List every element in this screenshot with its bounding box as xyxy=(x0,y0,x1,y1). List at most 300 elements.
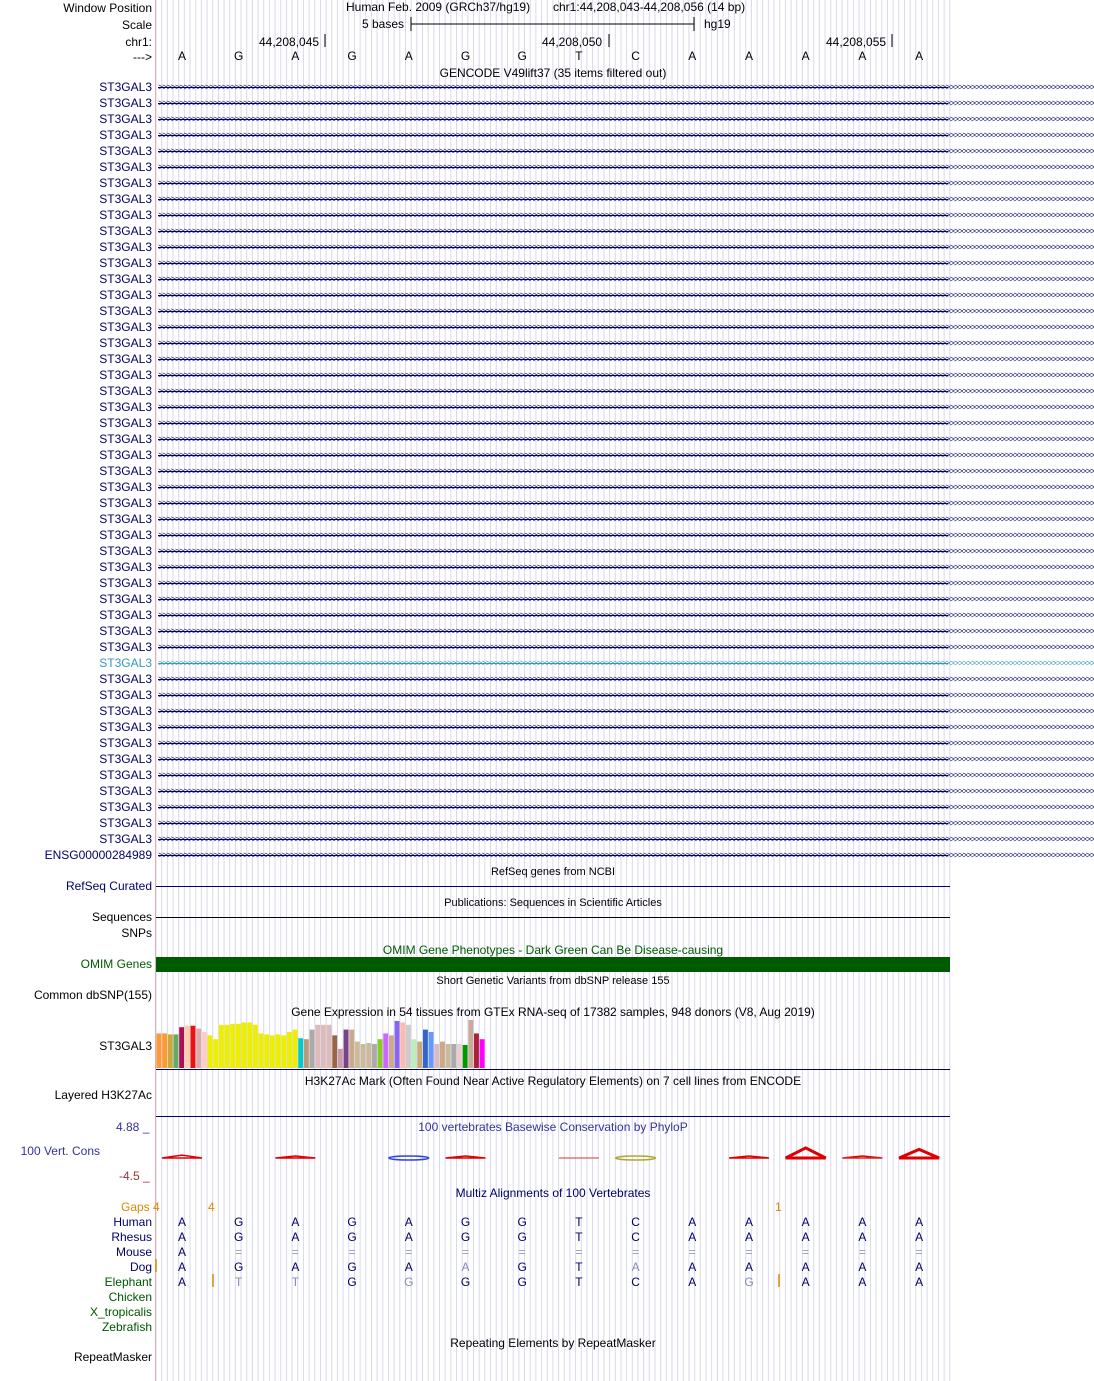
omim-title[interactable]: OMIM Gene Phenotypes - Dark Green Can Be Disease-causing xyxy=(382,943,724,957)
species-label[interactable]: Chicken xyxy=(108,1290,152,1304)
repeatmasker-label[interactable]: RepeatMasker xyxy=(73,1350,152,1364)
gencode-gene-label[interactable]: ST3GAL3 xyxy=(99,240,152,254)
gencode-gene-label[interactable]: ST3GAL3 xyxy=(99,800,152,814)
aligned-base: = xyxy=(858,1245,866,1259)
aligned-base: = xyxy=(632,1245,640,1259)
aligned-base: A xyxy=(858,1230,867,1244)
strand-arrows: >>>>>>>>>>>>>>>>>>>>>>>>>>>>>>>>>>>>>>>>>>>>>>>>>>>>>>>>>>>>>>>>>>>>>>>>>>>>>>>>>>>>>>>>>>>>>>>>>>>>>>>>>>>>>>>>>>>>>>>>>>>>>>>>>>>>>>>>>>>>>>>>>>>>>>>>>>>>>>>>>>>>>>>>>>>>>>>>>>>>>>>>>>>>>>>>>>>>>>>>>>>>>>>>>>>>>>>>>>>> xyxy=(158,322,1094,332)
aligned-base: A xyxy=(858,1260,867,1274)
gencode-gene-label[interactable]: ST3GAL3 xyxy=(99,624,152,638)
gtex-bar[interactable] xyxy=(315,1025,320,1068)
strand-arrows: >>>>>>>>>>>>>>>>>>>>>>>>>>>>>>>>>>>>>>>>>>>>>>>>>>>>>>>>>>>>>>>>>>>>>>>>>>>>>>>>>>>>>>>>>>>>>>>>>>>>>>>>>>>>>>>>>>>>>>>>>>>>>>>>>>>>>>>>>>>>>>>>>>>>>>>>>>>>>>>>>>>>>>>>>>>>>>>>>>>>>>>>>>>>>>>>>>>>>>>>>>>>>>>>>>>>>>>>>>>> xyxy=(158,562,1094,572)
gtex-bar[interactable] xyxy=(361,1044,366,1068)
gtex-bar[interactable] xyxy=(400,1022,405,1068)
tick-marks xyxy=(0,33,950,49)
aligned-base: A xyxy=(801,1215,810,1229)
gencode-gene-label[interactable]: ST3GAL3 xyxy=(99,352,152,366)
strand-arrows: >>>>>>>>>>>>>>>>>>>>>>>>>>>>>>>>>>>>>>>>>>>>>>>>>>>>>>>>>>>>>>>>>>>>>>>>>>>>>>>>>>>>>>>>>>>>>>>>>>>>>>>>>>>>>>>>>>>>>>>>>>>>>>>>>>>>>>>>>>>>>>>>>>>>>>>>>>>>>>>>>>>>>>>>>>>>>>>>>>>>>>>>>>>>>>>>>>>>>>>>>>>>>>>>>>>>>>>>>>>> xyxy=(158,818,1094,828)
gencode-gene-label[interactable]: ST3GAL3 xyxy=(99,368,152,382)
aligned-base: T xyxy=(291,1275,300,1289)
phylop-trough[interactable] xyxy=(389,1156,429,1160)
strand-arrows: >>>>>>>>>>>>>>>>>>>>>>>>>>>>>>>>>>>>>>>>>>>>>>>>>>>>>>>>>>>>>>>>>>>>>>>>>>>>>>>>>>>>>>>>>>>>>>>>>>>>>>>>>>>>>>>>>>>>>>>>>>>>>>>>>>>>>>>>>>>>>>>>>>>>>>>>>>>>>>>>>>>>>>>>>>>>>>>>>>>>>>>>>>>>>>>>>>>>>>>>>>>>>>>>>>>>>>>>>>>> xyxy=(158,370,1094,380)
gtex-bar[interactable] xyxy=(213,1039,218,1068)
h3k27ac-title[interactable]: H3K27Ac Mark (Often Found Near Active Regulatory Elements) on 7 cell lines from ENCODE xyxy=(304,1074,802,1088)
gencode-gene-label[interactable]: ST3GAL3 xyxy=(99,160,152,174)
aligned-base: A xyxy=(291,1230,300,1244)
strand-arrows: >>>>>>>>>>>>>>>>>>>>>>>>>>>>>>>>>>>>>>>>>>>>>>>>>>>>>>>>>>>>>>>>>>>>>>>>>>>>>>>>>>>>>>>>>>>>>>>>>>>>>>>>>>>>>>>>>>>>>>>>>>>>>>>>>>>>>>>>>>>>>>>>>>>>>>>>>>>>>>>>>>>>>>>>>>>>>>>>>>>>>>>>>>>>>>>>>>>>>>>>>>>>>>>>>>>>>>>>>>>> xyxy=(158,98,1094,108)
sequence-base: G xyxy=(460,49,471,63)
species-label[interactable]: Dog xyxy=(129,1260,152,1274)
sequence-base: A xyxy=(688,49,697,63)
aligned-base: T xyxy=(575,1260,583,1274)
strand-arrows: >>>>>>>>>>>>>>>>>>>>>>>>>>>>>>>>>>>>>>>>>>>>>>>>>>>>>>>>>>>>>>>>>>>>>>>>>>>>>>>>>>>>>>>>>>>>>>>>>>>>>>>>>>>>>>>>>>>>>>>>>>>>>>>>>>>>>>>>>>>>>>>>>>>>>>>>>>>>>>>>>>>>>>>>>>>>>>>>>>>>>>>>>>>>>>>>>>>>>>>>>>>>>>>>>>>>>>>>>>>> xyxy=(158,610,1094,620)
gtex-bar[interactable] xyxy=(378,1039,383,1068)
gtex-bar[interactable] xyxy=(276,1034,281,1068)
strand-arrows: >>>>>>>>>>>>>>>>>>>>>>>>>>>>>>>>>>>>>>>>>>>>>>>>>>>>>>>>>>>>>>>>>>>>>>>>>>>>>>>>>>>>>>>>>>>>>>>>>>>>>>>>>>>>>>>>>>>>>>>>>>>>>>>>>>>>>>>>>>>>>>>>>>>>>>>>>>>>>>>>>>>>>>>>>>>>>>>>>>>>>>>>>>>>>>>>>>>>>>>>>>>>>>>>>>>>>>>>>>>> xyxy=(158,130,1094,140)
gencode-gene-label[interactable]: ST3GAL3 xyxy=(99,688,152,702)
gap-count-2: 4 xyxy=(208,1200,215,1214)
strand-arrows: >>>>>>>>>>>>>>>>>>>>>>>>>>>>>>>>>>>>>>>>>>>>>>>>>>>>>>>>>>>>>>>>>>>>>>>>>>>>>>>>>>>>>>>>>>>>>>>>>>>>>>>>>>>>>>>>>>>>>>>>>>>>>>>>>>>>>>>>>>>>>>>>>>>>>>>>>>>>>>>>>>>>>>>>>>>>>>>>>>>>>>>>>>>>>>>>>>>>>>>>>>>>>>>>>>>>>>>>>>>> xyxy=(158,354,1094,364)
gencode-gene-label[interactable]: ST3GAL3 xyxy=(99,720,152,734)
db-name: hg19 xyxy=(704,17,731,31)
gencode-gene-label[interactable]: ST3GAL3 xyxy=(99,112,152,126)
strand-arrows: >>>>>>>>>>>>>>>>>>>>>>>>>>>>>>>>>>>>>>>>>>>>>>>>>>>>>>>>>>>>>>>>>>>>>>>>>>>>>>>>>>>>>>>>>>>>>>>>>>>>>>>>>>>>>>>>>>>>>>>>>>>>>>>>>>>>>>>>>>>>>>>>>>>>>>>>>>>>>>>>>>>>>>>>>>>>>>>>>>>>>>>>>>>>>>>>>>>>>>>>>>>>>>>>>>>>>>>>>>>> xyxy=(158,434,1094,444)
strand-arrows: >>>>>>>>>>>>>>>>>>>>>>>>>>>>>>>>>>>>>>>>>>>>>>>>>>>>>>>>>>>>>>>>>>>>>>>>>>>>>>>>>>>>>>>>>>>>>>>>>>>>>>>>>>>>>>>>>>>>>>>>>>>>>>>>>>>>>>>>>>>>>>>>>>>>>>>>>>>>>>>>>>>>>>>>>>>>>>>>>>>>>>>>>>>>>>>>>>>>>>>>>>>>>>>>>>>>>>>>>>>> xyxy=(158,466,1094,476)
aligned-base: A xyxy=(631,1260,640,1274)
gap-count-1: 4 xyxy=(153,1200,160,1214)
aligned-base: A xyxy=(744,1215,753,1229)
gencode-gene-label[interactable]: ST3GAL3 xyxy=(99,608,152,622)
strand-arrows: >>>>>>>>>>>>>>>>>>>>>>>>>>>>>>>>>>>>>>>>>>>>>>>>>>>>>>>>>>>>>>>>>>>>>>>>>>>>>>>>>>>>>>>>>>>>>>>>>>>>>>>>>>>>>>>>>>>>>>>>>>>>>>>>>>>>>>>>>>>>>>>>>>>>>>>>>>>>>>>>>>>>>>>>>>>>>>>>>>>>>>>>>>>>>>>>>>>>>>>>>>>>>>>>>>>>>>>>>>>> xyxy=(158,258,1094,268)
aligned-base: G xyxy=(517,1260,527,1274)
gtex-bar[interactable] xyxy=(389,1035,394,1068)
gencode-gene-label[interactable]: ST3GAL3 xyxy=(99,256,152,270)
gtex-bar[interactable] xyxy=(179,1027,184,1068)
gencode-gene-label[interactable]: ST3GAL3 xyxy=(99,288,152,302)
gtex-bar[interactable] xyxy=(463,1045,468,1068)
sequence-base: C xyxy=(631,49,640,63)
aligned-base: A xyxy=(177,1260,186,1274)
species-label[interactable]: Zebrafish xyxy=(101,1320,152,1334)
strand-arrows: >>>>>>>>>>>>>>>>>>>>>>>>>>>>>>>>>>>>>>>>>>>>>>>>>>>>>>>>>>>>>>>>>>>>>>>>>>>>>>>>>>>>>>>>>>>>>>>>>>>>>>>>>>>>>>>>>>>>>>>>>>>>>>>>>>>>>>>>>>>>>>>>>>>>>>>>>>>>>>>>>>>>>>>>>>>>>>>>>>>>>>>>>>>>>>>>>>>>>>>>>>>>>>>>>>>>>>>>>>>> xyxy=(158,706,1094,716)
aligned-base: = xyxy=(348,1245,356,1259)
aligned-base: A xyxy=(801,1230,810,1244)
dbsnp-label[interactable]: Common dbSNP(155) xyxy=(33,988,152,1002)
gtex-bar[interactable] xyxy=(412,1039,417,1068)
phylop-title[interactable]: 100 vertebrates Basewise Conservation by PhyloP xyxy=(418,1120,688,1134)
aligned-base: G xyxy=(460,1275,471,1289)
gtex-bar-chart[interactable] xyxy=(156,1019,950,1071)
phylop-peak[interactable] xyxy=(729,1156,769,1158)
aligned-base: G xyxy=(460,1230,471,1244)
gtex-bar[interactable] xyxy=(202,1032,207,1068)
aligned-base: = xyxy=(235,1245,243,1259)
strand-arrows: >>>>>>>>>>>>>>>>>>>>>>>>>>>>>>>>>>>>>>>>>>>>>>>>>>>>>>>>>>>>>>>>>>>>>>>>>>>>>>>>>>>>>>>>>>>>>>>>>>>>>>>>>>>>>>>>>>>>>>>>>>>>>>>>>>>>>>>>>>>>>>>>>>>>>>>>>>>>>>>>>>>>>>>>>>>>>>>>>>>>>>>>>>>>>>>>>>>>>>>>>>>>>>>>>>>>>>>>>>>> xyxy=(158,418,1094,428)
species-label[interactable]: X_tropicalis xyxy=(89,1305,152,1319)
strand-arrows: >>>>>>>>>>>>>>>>>>>>>>>>>>>>>>>>>>>>>>>>>>>>>>>>>>>>>>>>>>>>>>>>>>>>>>>>>>>>>>>>>>>>>>>>>>>>>>>>>>>>>>>>>>>>>>>>>>>>>>>>>>>>>>>>>>>>>>>>>>>>>>>>>>>>>>>>>>>>>>>>>>>>>>>>>>>>>>>>>>>>>>>>>>>>>>>>>>>>>>>>>>>>>>>>>>>>>>>>>>>> xyxy=(158,850,1094,860)
tick-label-2: 44,208,050 xyxy=(542,35,603,49)
aligned-base: G xyxy=(234,1230,244,1244)
gtex-bar[interactable] xyxy=(468,1020,473,1068)
gencode-gene-label[interactable]: ST3GAL3 xyxy=(99,304,152,318)
phylop-peak[interactable] xyxy=(899,1149,939,1158)
aligned-base: A xyxy=(177,1275,186,1289)
strand-arrows: >>>>>>>>>>>>>>>>>>>>>>>>>>>>>>>>>>>>>>>>>>>>>>>>>>>>>>>>>>>>>>>>>>>>>>>>>>>>>>>>>>>>>>>>>>>>>>>>>>>>>>>>>>>>>>>>>>>>>>>>>>>>>>>>>>>>>>>>>>>>>>>>>>>>>>>>>>>>>>>>>>>>>>>>>>>>>>>>>>>>>>>>>>>>>>>>>>>>>>>>>>>>>>>>>>>>>>>>>>>> xyxy=(158,210,1094,220)
aligned-base: G xyxy=(404,1275,414,1289)
gtex-bar[interactable] xyxy=(185,1026,190,1068)
gencode-gene-label[interactable]: ST3GAL3 xyxy=(99,400,152,414)
aligned-base: A xyxy=(177,1215,186,1229)
aligned-base: A xyxy=(688,1275,697,1289)
gtex-bar[interactable] xyxy=(174,1034,179,1068)
strand-arrows: >>>>>>>>>>>>>>>>>>>>>>>>>>>>>>>>>>>>>>>>>>>>>>>>>>>>>>>>>>>>>>>>>>>>>>>>>>>>>>>>>>>>>>>>>>>>>>>>>>>>>>>>>>>>>>>>>>>>>>>>>>>>>>>>>>>>>>>>>>>>>>>>>>>>>>>>>>>>>>>>>>>>>>>>>>>>>>>>>>>>>>>>>>>>>>>>>>>>>>>>>>>>>>>>>>>>>>>>>>>> xyxy=(158,226,1094,236)
gtex-bar[interactable] xyxy=(208,1035,213,1068)
aligned-base: A xyxy=(177,1230,186,1244)
strand-arrows: >>>>>>>>>>>>>>>>>>>>>>>>>>>>>>>>>>>>>>>>>>>>>>>>>>>>>>>>>>>>>>>>>>>>>>>>>>>>>>>>>>>>>>>>>>>>>>>>>>>>>>>>>>>>>>>>>>>>>>>>>>>>>>>>>>>>>>>>>>>>>>>>>>>>>>>>>>>>>>>>>>>>>>>>>>>>>>>>>>>>>>>>>>>>>>>>>>>>>>>>>>>>>>>>>>>>>>>>>>>> xyxy=(158,162,1094,172)
aligned-base: A xyxy=(744,1260,753,1274)
gtex-bar[interactable] xyxy=(423,1030,428,1068)
gtex-bar[interactable] xyxy=(196,1029,201,1068)
gencode-gene-label[interactable]: ST3GAL3 xyxy=(99,464,152,478)
strand-label: ---> xyxy=(133,50,152,64)
aligned-base: A xyxy=(915,1275,924,1289)
strand-arrows: >>>>>>>>>>>>>>>>>>>>>>>>>>>>>>>>>>>>>>>>>>>>>>>>>>>>>>>>>>>>>>>>>>>>>>>>>>>>>>>>>>>>>>>>>>>>>>>>>>>>>>>>>>>>>>>>>>>>>>>>>>>>>>>>>>>>>>>>>>>>>>>>>>>>>>>>>>>>>>>>>>>>>>>>>>>>>>>>>>>>>>>>>>>>>>>>>>>>>>>>>>>>>>>>>>>>>>>>>>>> xyxy=(158,402,1094,412)
gtex-bar[interactable] xyxy=(417,1042,422,1068)
phylop-peak[interactable] xyxy=(162,1155,202,1158)
gencode-gene-label[interactable]: ST3GAL3 xyxy=(99,496,152,510)
strand-arrows: >>>>>>>>>>>>>>>>>>>>>>>>>>>>>>>>>>>>>>>>>>>>>>>>>>>>>>>>>>>>>>>>>>>>>>>>>>>>>>>>>>>>>>>>>>>>>>>>>>>>>>>>>>>>>>>>>>>>>>>>>>>>>>>>>>>>>>>>>>>>>>>>>>>>>>>>>>>>>>>>>>>>>>>>>>>>>>>>>>>>>>>>>>>>>>>>>>>>>>>>>>>>>>>>>>>>>>>>>>>> xyxy=(158,674,1094,684)
snps-label[interactable]: SNPs xyxy=(121,926,152,940)
aligned-base: T xyxy=(575,1215,583,1229)
gencode-gene-label[interactable]: ST3GAL3 xyxy=(99,832,152,846)
aligned-base: C xyxy=(631,1215,640,1229)
gencode-gene-label[interactable]: ST3GAL3 xyxy=(99,560,152,574)
gencode-gene-label[interactable]: ST3GAL3 xyxy=(99,672,152,686)
strand-arrows: >>>>>>>>>>>>>>>>>>>>>>>>>>>>>>>>>>>>>>>>>>>>>>>>>>>>>>>>>>>>>>>>>>>>>>>>>>>>>>>>>>>>>>>>>>>>>>>>>>>>>>>>>>>>>>>>>>>>>>>>>>>>>>>>>>>>>>>>>>>>>>>>>>>>>>>>>>>>>>>>>>>>>>>>>>>>>>>>>>>>>>>>>>>>>>>>>>>>>>>>>>>>>>>>>>>>>>>>>>>> xyxy=(158,786,1094,796)
position-text[interactable]: chr1:44,208,043-44,208,056 (14 bp) xyxy=(553,0,746,14)
gencode-gene-label[interactable]: ST3GAL3 xyxy=(99,784,152,798)
gtex-bar[interactable] xyxy=(225,1025,230,1068)
sequence-base: G xyxy=(347,49,357,63)
sequence-base: A xyxy=(858,49,867,63)
aligned-base: A xyxy=(291,1260,300,1274)
sequence-base: A xyxy=(915,49,924,63)
aligned-base: G xyxy=(234,1215,244,1229)
strand-arrows: >>>>>>>>>>>>>>>>>>>>>>>>>>>>>>>>>>>>>>>>>>>>>>>>>>>>>>>>>>>>>>>>>>>>>>>>>>>>>>>>>>>>>>>>>>>>>>>>>>>>>>>>>>>>>>>>>>>>>>>>>>>>>>>>>>>>>>>>>>>>>>>>>>>>>>>>>>>>>>>>>>>>>>>>>>>>>>>>>>>>>>>>>>>>>>>>>>>>>>>>>>>>>>>>>>>>>>>>>>>> xyxy=(158,306,1094,316)
aligned-base: A xyxy=(801,1260,810,1274)
strand-arrows: >>>>>>>>>>>>>>>>>>>>>>>>>>>>>>>>>>>>>>>>>>>>>>>>>>>>>>>>>>>>>>>>>>>>>>>>>>>>>>>>>>>>>>>>>>>>>>>>>>>>>>>>>>>>>>>>>>>>>>>>>>>>>>>>>>>>>>>>>>>>>>>>>>>>>>>>>>>>>>>>>>>>>>>>>>>>>>>>>>>>>>>>>>>>>>>>>>>>>>>>>>>>>>>>>>>>>>>>>>>> xyxy=(158,146,1094,156)
gtex-bar[interactable] xyxy=(440,1042,445,1068)
aligned-base: G xyxy=(347,1230,357,1244)
tick-label-3: 44,208,055 xyxy=(826,35,887,49)
aligned-base: A xyxy=(858,1215,867,1229)
scale-text: 5 bases xyxy=(362,17,405,31)
refseq-title[interactable]: RefSeq genes from NCBI xyxy=(490,866,616,878)
gencode-gene-label[interactable]: ST3GAL3 xyxy=(99,816,152,830)
window-position-label: Window Position xyxy=(63,1,152,15)
gtex-bar[interactable] xyxy=(366,1043,371,1068)
aligned-base: = xyxy=(688,1245,696,1259)
aligned-base: = xyxy=(518,1245,526,1259)
gencode-gene-label[interactable]: ST3GAL3 xyxy=(99,752,152,766)
gencode-gene-label[interactable]: ST3GAL3 xyxy=(99,768,152,782)
gencode-gene-label[interactable]: ST3GAL3 xyxy=(99,128,152,142)
gencode-gene-label[interactable]: ST3GAL3 xyxy=(99,272,152,286)
publications-line[interactable] xyxy=(156,917,950,918)
gencode-gene-label[interactable]: ST3GAL3 xyxy=(99,192,152,206)
strand-arrows: >>>>>>>>>>>>>>>>>>>>>>>>>>>>>>>>>>>>>>>>>>>>>>>>>>>>>>>>>>>>>>>>>>>>>>>>>>>>>>>>>>>>>>>>>>>>>>>>>>>>>>>>>>>>>>>>>>>>>>>>>>>>>>>>>>>>>>>>>>>>>>>>>>>>>>>>>>>>>>>>>>>>>>>>>>>>>>>>>>>>>>>>>>>>>>>>>>>>>>>>>>>>>>>>>>>>>>>>>>>> xyxy=(158,578,1094,588)
gencode-gene-label[interactable]: ST3GAL3 xyxy=(99,224,152,238)
gencode-gene-label[interactable]: ST3GAL3 xyxy=(99,80,152,94)
gencode-gene-label[interactable]: ST3GAL3 xyxy=(99,544,152,558)
gtex-bar[interactable] xyxy=(446,1044,451,1068)
gtex-bar[interactable] xyxy=(434,1044,439,1068)
h3k27ac-label[interactable]: Layered H3K27Ac xyxy=(54,1088,152,1102)
strand-arrows: >>>>>>>>>>>>>>>>>>>>>>>>>>>>>>>>>>>>>>>>>>>>>>>>>>>>>>>>>>>>>>>>>>>>>>>>>>>>>>>>>>>>>>>>>>>>>>>>>>>>>>>>>>>>>>>>>>>>>>>>>>>>>>>>>>>>>>>>>>>>>>>>>>>>>>>>>>>>>>>>>>>>>>>>>>>>>>>>>>>>>>>>>>>>>>>>>>>>>>>>>>>>>>>>>>>>>>>>>>>> xyxy=(158,274,1094,284)
gencode-gene-label[interactable]: ST3GAL3 xyxy=(99,208,152,222)
gencode-gene-label[interactable]: ST3GAL3 xyxy=(99,576,152,590)
gtex-bar[interactable] xyxy=(480,1039,485,1068)
aligned-base: A xyxy=(688,1230,697,1244)
species-label[interactable]: Human xyxy=(113,1215,152,1229)
gtex-label[interactable]: ST3GAL3 xyxy=(99,1039,152,1053)
gtex-bar[interactable] xyxy=(372,1044,377,1068)
gtex-bar[interactable] xyxy=(321,1025,326,1068)
sequence-row xyxy=(0,49,950,63)
gencode-ensg-label[interactable]: ENSG00000284989 xyxy=(44,848,152,862)
gencode-gene-label[interactable]: ST3GAL3 xyxy=(99,384,152,398)
assembly-title: Human Feb. 2009 (GRCh37/hg19) xyxy=(346,0,531,14)
strand-arrows: >>>>>>>>>>>>>>>>>>>>>>>>>>>>>>>>>>>>>>>>>>>>>>>>>>>>>>>>>>>>>>>>>>>>>>>>>>>>>>>>>>>>>>>>>>>>>>>>>>>>>>>>>>>>>>>>>>>>>>>>>>>>>>>>>>>>>>>>>>>>>>>>>>>>>>>>>>>>>>>>>>>>>>>>>>>>>>>>>>>>>>>>>>>>>>>>>>>>>>>>>>>>>>>>>>>>>>>>>>>> xyxy=(158,498,1094,508)
gtex-bar[interactable] xyxy=(338,1049,343,1068)
phylop-trough[interactable] xyxy=(616,1156,656,1160)
gtex-bar[interactable] xyxy=(264,1034,269,1068)
gtex-bar[interactable] xyxy=(383,1033,388,1068)
gtex-bar[interactable] xyxy=(429,1032,434,1068)
strand-arrows: >>>>>>>>>>>>>>>>>>>>>>>>>>>>>>>>>>>>>>>>>>>>>>>>>>>>>>>>>>>>>>>>>>>>>>>>>>>>>>>>>>>>>>>>>>>>>>>>>>>>>>>>>>>>>>>>>>>>>>>>>>>>>>>>>>>>>>>>>>>>>>>>>>>>>>>>>>>>>>>>>>>>>>>>>>>>>>>>>>>>>>>>>>>>>>>>>>>>>>>>>>>>>>>>>>>>>>>>>>>> xyxy=(158,338,1094,348)
sequence-base: G xyxy=(234,49,244,63)
gencode-gene-label[interactable]: ST3GAL3 xyxy=(99,320,152,334)
aligned-base: = xyxy=(575,1245,583,1259)
sequence-base: A xyxy=(744,49,753,63)
aligned-base: A xyxy=(404,1260,413,1274)
gtex-bar[interactable] xyxy=(395,1021,400,1068)
gtex-title[interactable]: Gene Expression in 54 tissues from GTEx RNA-seq of 17382 samples, 948 donors (V8, Aug 2019) xyxy=(291,1005,815,1019)
gtex-bar[interactable] xyxy=(474,1033,479,1068)
insertion-marks xyxy=(0,1255,950,1295)
gencode-gene-label[interactable]: ST3GAL3 xyxy=(99,144,152,158)
publications-title[interactable]: Publications: Sequences in Scientific Articles xyxy=(444,897,662,909)
gencode-gene-label[interactable]: ST3GAL3 xyxy=(99,480,152,494)
strand-arrows: >>>>>>>>>>>>>>>>>>>>>>>>>>>>>>>>>>>>>>>>>>>>>>>>>>>>>>>>>>>>>>>>>>>>>>>>>>>>>>>>>>>>>>>>>>>>>>>>>>>>>>>>>>>>>>>>>>>>>>>>>>>>>>>>>>>>>>>>>>>>>>>>>>>>>>>>>>>>>>>>>>>>>>>>>>>>>>>>>>>>>>>>>>>>>>>>>>>>>>>>>>>>>>>>>>>>>>>>>>>> xyxy=(158,802,1094,812)
phylop-peak[interactable] xyxy=(786,1148,826,1158)
aligned-base: G xyxy=(517,1275,527,1289)
strand-arrows: >>>>>>>>>>>>>>>>>>>>>>>>>>>>>>>>>>>>>>>>>>>>>>>>>>>>>>>>>>>>>>>>>>>>>>>>>>>>>>>>>>>>>>>>>>>>>>>>>>>>>>>>>>>>>>>>>>>>>>>>>>>>>>>>>>>>>>>>>>>>>>>>>>>>>>>>>>>>>>>>>>>>>>>>>>>>>>>>>>>>>>>>>>>>>>>>>>>>>>>>>>>>>>>>>>>>>>>>>>>> xyxy=(158,626,1094,636)
aligned-base: A xyxy=(404,1215,413,1229)
gtex-bar[interactable] xyxy=(242,1022,247,1068)
gencode-gene-label[interactable]: ST3GAL3 xyxy=(99,448,152,462)
aligned-base: T xyxy=(575,1230,583,1244)
gtex-bar[interactable] xyxy=(247,1022,252,1068)
gtex-bar[interactable] xyxy=(236,1024,241,1068)
tick-label-1: 44,208,045 xyxy=(259,35,320,49)
aligned-base: G xyxy=(234,1260,244,1274)
strand-arrows: >>>>>>>>>>>>>>>>>>>>>>>>>>>>>>>>>>>>>>>>>>>>>>>>>>>>>>>>>>>>>>>>>>>>>>>>>>>>>>>>>>>>>>>>>>>>>>>>>>>>>>>>>>>>>>>>>>>>>>>>>>>>>>>>>>>>>>>>>>>>>>>>>>>>>>>>>>>>>>>>>>>>>>>>>>>>>>>>>>>>>>>>>>>>>>>>>>>>>>>>>>>>>>>>>>>>>>>>>>>> xyxy=(158,514,1094,524)
strand-arrows: >>>>>>>>>>>>>>>>>>>>>>>>>>>>>>>>>>>>>>>>>>>>>>>>>>>>>>>>>>>>>>>>>>>>>>>>>>>>>>>>>>>>>>>>>>>>>>>>>>>>>>>>>>>>>>>>>>>>>>>>>>>>>>>>>>>>>>>>>>>>>>>>>>>>>>>>>>>>>>>>>>>>>>>>>>>>>>>>>>>>>>>>>>>>>>>>>>>>>>>>>>>>>>>>>>>>>>>>>>>> xyxy=(158,738,1094,748)
gtex-bar[interactable] xyxy=(344,1030,349,1068)
gencode-gene-label[interactable]: ST3GAL3 xyxy=(99,736,152,750)
gtex-bar[interactable] xyxy=(457,1044,462,1068)
strand-arrows: >>>>>>>>>>>>>>>>>>>>>>>>>>>>>>>>>>>>>>>>>>>>>>>>>>>>>>>>>>>>>>>>>>>>>>>>>>>>>>>>>>>>>>>>>>>>>>>>>>>>>>>>>>>>>>>>>>>>>>>>>>>>>>>>>>>>>>>>>>>>>>>>>>>>>>>>>>>>>>>>>>>>>>>>>>>>>>>>>>>>>>>>>>>>>>>>>>>>>>>>>>>>>>>>>>>>>>>>>>>> xyxy=(158,114,1094,124)
chrom-label: chr1: xyxy=(125,35,152,49)
aligned-base: = xyxy=(405,1245,413,1259)
publications-label[interactable]: Sequences xyxy=(91,910,152,924)
aligned-base: G xyxy=(347,1275,357,1289)
gtex-bar[interactable] xyxy=(304,1039,309,1068)
strand-arrows: >>>>>>>>>>>>>>>>>>>>>>>>>>>>>>>>>>>>>>>>>>>>>>>>>>>>>>>>>>>>>>>>>>>>>>>>>>>>>>>>>>>>>>>>>>>>>>>>>>>>>>>>>>>>>>>>>>>>>>>>>>>>>>>>>>>>>>>>>>>>>>>>>>>>>>>>>>>>>>>>>>>>>>>>>>>>>>>>>>>>>>>>>>>>>>>>>>>>>>>>>>>>>>>>>>>>>>>>>>>> xyxy=(158,482,1094,492)
refseq-line[interactable] xyxy=(156,886,950,887)
phylop-graph[interactable] xyxy=(156,1143,950,1173)
strand-arrows: >>>>>>>>>>>>>>>>>>>>>>>>>>>>>>>>>>>>>>>>>>>>>>>>>>>>>>>>>>>>>>>>>>>>>>>>>>>>>>>>>>>>>>>>>>>>>>>>>>>>>>>>>>>>>>>>>>>>>>>>>>>>>>>>>>>>>>>>>>>>>>>>>>>>>>>>>>>>>>>>>>>>>>>>>>>>>>>>>>>>>>>>>>>>>>>>>>>>>>>>>>>>>>>>>>>>>>>>>>>> xyxy=(158,450,1094,460)
gtex-bar[interactable] xyxy=(293,1030,298,1068)
gencode-gene-label[interactable]: ST3GAL3 xyxy=(99,176,152,190)
gencode-title[interactable]: GENCODE V49lift37 (35 items filtered out) xyxy=(439,66,667,80)
scale-bar xyxy=(405,16,705,32)
aligned-base: A xyxy=(461,1260,470,1274)
aligned-base: C xyxy=(631,1275,640,1289)
gencode-gene-label[interactable]: ST3GAL3 xyxy=(99,512,152,526)
aligned-base: A xyxy=(801,1275,810,1289)
gtex-bar[interactable] xyxy=(168,1034,173,1068)
phylop-min: -4.5 _ xyxy=(119,1169,150,1183)
sequence-base: A xyxy=(291,49,300,63)
strand-arrows: >>>>>>>>>>>>>>>>>>>>>>>>>>>>>>>>>>>>>>>>>>>>>>>>>>>>>>>>>>>>>>>>>>>>>>>>>>>>>>>>>>>>>>>>>>>>>>>>>>>>>>>>>>>>>>>>>>>>>>>>>>>>>>>>>>>>>>>>>>>>>>>>>>>>>>>>>>>>>>>>>>>>>>>>>>>>>>>>>>>>>>>>>>>>>>>>>>>>>>>>>>>>>>>>>>>>>>>>>>>> xyxy=(158,82,1094,92)
dbsnp-title[interactable]: Short Genetic Variants from dbSNP release 155 xyxy=(436,975,670,987)
sequence-base: T xyxy=(575,49,583,63)
aligned-base: = xyxy=(461,1245,469,1259)
gtex-bar[interactable] xyxy=(287,1032,292,1068)
aligned-base: T xyxy=(235,1275,243,1289)
gtex-bar[interactable] xyxy=(253,1025,258,1068)
gtex-bar[interactable] xyxy=(191,1026,196,1068)
gencode-gene-label[interactable]: ST3GAL3 xyxy=(99,416,152,430)
gaps-label: Gaps xyxy=(121,1200,150,1214)
omim-bar[interactable] xyxy=(156,957,950,972)
sequence-base: G xyxy=(517,49,527,63)
gtex-bar[interactable] xyxy=(219,1025,224,1068)
gap-count-3: 1 xyxy=(775,1200,782,1214)
gencode-gene-label[interactable]: ST3GAL3 xyxy=(99,656,152,670)
gencode-gene-label[interactable]: ST3GAL3 xyxy=(99,96,152,110)
aligned-base: A xyxy=(915,1260,924,1274)
gtex-bar[interactable] xyxy=(230,1024,235,1068)
h3k27ac-baseline xyxy=(156,1116,950,1117)
gtex-bar[interactable] xyxy=(298,1038,303,1068)
aligned-base: A xyxy=(858,1275,867,1289)
aligned-base: = xyxy=(915,1245,923,1259)
gencode-gene-label[interactable]: ST3GAL3 xyxy=(99,336,152,350)
aligned-base: T xyxy=(575,1275,583,1289)
strand-arrows: >>>>>>>>>>>>>>>>>>>>>>>>>>>>>>>>>>>>>>>>>>>>>>>>>>>>>>>>>>>>>>>>>>>>>>>>>>>>>>>>>>>>>>>>>>>>>>>>>>>>>>>>>>>>>>>>>>>>>>>>>>>>>>>>>>>>>>>>>>>>>>>>>>>>>>>>>>>>>>>>>>>>>>>>>>>>>>>>>>>>>>>>>>>>>>>>>>>>>>>>>>>>>>>>>>>>>>>>>>>> xyxy=(158,690,1094,700)
species-label[interactable]: Rhesus xyxy=(111,1230,152,1244)
gtex-bar[interactable] xyxy=(162,1033,167,1068)
gencode-gene-label[interactable]: ST3GAL3 xyxy=(99,640,152,654)
aligned-base: G xyxy=(460,1215,471,1229)
aligned-base: A xyxy=(688,1215,697,1229)
gtex-bar[interactable] xyxy=(406,1025,411,1068)
gtex-bar[interactable] xyxy=(349,1030,354,1068)
strand-arrows: >>>>>>>>>>>>>>>>>>>>>>>>>>>>>>>>>>>>>>>>>>>>>>>>>>>>>>>>>>>>>>>>>>>>>>>>>>>>>>>>>>>>>>>>>>>>>>>>>>>>>>>>>>>>>>>>>>>>>>>>>>>>>>>>>>>>>>>>>>>>>>>>>>>>>>>>>>>>>>>>>>>>>>>>>>>>>>>>>>>>>>>>>>>>>>>>>>>>>>>>>>>>>>>>>>>>>>>>>>>> xyxy=(158,834,1094,844)
strand-arrows: >>>>>>>>>>>>>>>>>>>>>>>>>>>>>>>>>>>>>>>>>>>>>>>>>>>>>>>>>>>>>>>>>>>>>>>>>>>>>>>>>>>>>>>>>>>>>>>>>>>>>>>>>>>>>>>>>>>>>>>>>>>>>>>>>>>>>>>>>>>>>>>>>>>>>>>>>>>>>>>>>>>>>>>>>>>>>>>>>>>>>>>>>>>>>>>>>>>>>>>>>>>>>>>>>>>>>>>>>>>> xyxy=(158,546,1094,556)
aligned-base: G xyxy=(517,1230,527,1244)
strand-arrows: >>>>>>>>>>>>>>>>>>>>>>>>>>>>>>>>>>>>>>>>>>>>>>>>>>>>>>>>>>>>>>>>>>>>>>>>>>>>>>>>>>>>>>>>>>>>>>>>>>>>>>>>>>>>>>>>>>>>>>>>>>>>>>>>>>>>>>>>>>>>>>>>>>>>>>>>>>>>>>>>>>>>>>>>>>>>>>>>>>>>>>>>>>>>>>>>>>>>>>>>>>>>>>>>>>>>>>>>>>>> xyxy=(158,770,1094,780)
sequence-base: A xyxy=(177,49,186,63)
strand-arrows: >>>>>>>>>>>>>>>>>>>>>>>>>>>>>>>>>>>>>>>>>>>>>>>>>>>>>>>>>>>>>>>>>>>>>>>>>>>>>>>>>>>>>>>>>>>>>>>>>>>>>>>>>>>>>>>>>>>>>>>>>>>>>>>>>>>>>>>>>>>>>>>>>>>>>>>>>>>>>>>>>>>>>>>>>>>>>>>>>>>>>>>>>>>>>>>>>>>>>>>>>>>>>>>>>>>>>>>>>>>> xyxy=(158,178,1094,188)
aligned-base: G xyxy=(517,1215,527,1229)
strand-arrows: >>>>>>>>>>>>>>>>>>>>>>>>>>>>>>>>>>>>>>>>>>>>>>>>>>>>>>>>>>>>>>>>>>>>>>>>>>>>>>>>>>>>>>>>>>>>>>>>>>>>>>>>>>>>>>>>>>>>>>>>>>>>>>>>>>>>>>>>>>>>>>>>>>>>>>>>>>>>>>>>>>>>>>>>>>>>>>>>>>>>>>>>>>>>>>>>>>>>>>>>>>>>>>>>>>>>>>>>>>>> xyxy=(158,530,1094,540)
species-label[interactable]: Elephant xyxy=(104,1275,152,1289)
sequence-base: A xyxy=(404,49,413,63)
gtex-bar[interactable] xyxy=(259,1033,264,1068)
repeatmasker-title[interactable]: Repeating Elements by RepeatMasker xyxy=(450,1336,656,1350)
gencode-gene-label[interactable]: ST3GAL3 xyxy=(99,704,152,718)
strand-arrows: >>>>>>>>>>>>>>>>>>>>>>>>>>>>>>>>>>>>>>>>>>>>>>>>>>>>>>>>>>>>>>>>>>>>>>>>>>>>>>>>>>>>>>>>>>>>>>>>>>>>>>>>>>>>>>>>>>>>>>>>>>>>>>>>>>>>>>>>>>>>>>>>>>>>>>>>>>>>>>>>>>>>>>>>>>>>>>>>>>>>>>>>>>>>>>>>>>>>>>>>>>>>>>>>>>>>>>>>>>>> xyxy=(158,242,1094,252)
strand-arrows: >>>>>>>>>>>>>>>>>>>>>>>>>>>>>>>>>>>>>>>>>>>>>>>>>>>>>>>>>>>>>>>>>>>>>>>>>>>>>>>>>>>>>>>>>>>>>>>>>>>>>>>>>>>>>>>>>>>>>>>>>>>>>>>>>>>>>>>>>>>>>>>>>>>>>>>>>>>>>>>>>>>>>>>>>>>>>>>>>>>>>>>>>>>>>>>>>>>>>>>>>>>>>>>>>>>>>>>>>>>> xyxy=(158,386,1094,396)
gtex-bar[interactable] xyxy=(281,1035,286,1068)
aligned-base: A xyxy=(291,1215,300,1229)
multiz-title[interactable]: Multiz Alignments of 100 Vertebrates xyxy=(455,1186,651,1200)
aligned-base: G xyxy=(347,1260,357,1274)
refseq-label[interactable]: RefSeq Curated xyxy=(65,879,152,893)
phylop-peak[interactable] xyxy=(446,1156,486,1158)
aligned-base: A xyxy=(915,1230,924,1244)
gencode-gene-label[interactable]: ST3GAL3 xyxy=(99,528,152,542)
phylop-label[interactable]: 100 Vert. Cons xyxy=(20,1144,100,1158)
strand-arrows: >>>>>>>>>>>>>>>>>>>>>>>>>>>>>>>>>>>>>>>>>>>>>>>>>>>>>>>>>>>>>>>>>>>>>>>>>>>>>>>>>>>>>>>>>>>>>>>>>>>>>>>>>>>>>>>>>>>>>>>>>>>>>>>>>>>>>>>>>>>>>>>>>>>>>>>>>>>>>>>>>>>>>>>>>>>>>>>>>>>>>>>>>>>>>>>>>>>>>>>>>>>>>>>>>>>>>>>>>>>> xyxy=(158,290,1094,300)
strand-arrows: >>>>>>>>>>>>>>>>>>>>>>>>>>>>>>>>>>>>>>>>>>>>>>>>>>>>>>>>>>>>>>>>>>>>>>>>>>>>>>>>>>>>>>>>>>>>>>>>>>>>>>>>>>>>>>>>>>>>>>>>>>>>>>>>>>>>>>>>>>>>>>>>>>>>>>>>>>>>>>>>>>>>>>>>>>>>>>>>>>>>>>>>>>>>>>>>>>>>>>>>>>>>>>>>>>>>>>>>>>>> xyxy=(158,642,1094,652)
aligned-base: A xyxy=(177,1245,186,1259)
aligned-base: G xyxy=(744,1275,754,1289)
gtex-bar[interactable] xyxy=(157,1033,162,1068)
gtex-bar[interactable] xyxy=(270,1035,275,1068)
phylop-peak[interactable] xyxy=(275,1156,315,1158)
strand-arrows: >>>>>>>>>>>>>>>>>>>>>>>>>>>>>>>>>>>>>>>>>>>>>>>>>>>>>>>>>>>>>>>>>>>>>>>>>>>>>>>>>>>>>>>>>>>>>>>>>>>>>>>>>>>>>>>>>>>>>>>>>>>>>>>>>>>>>>>>>>>>>>>>>>>>>>>>>>>>>>>>>>>>>>>>>>>>>>>>>>>>>>>>>>>>>>>>>>>>>>>>>>>>>>>>>>>>>>>>>>>> xyxy=(158,754,1094,764)
aligned-base: A xyxy=(404,1230,413,1244)
gencode-gene-label[interactable]: ST3GAL3 xyxy=(99,432,152,446)
strand-arrows: >>>>>>>>>>>>>>>>>>>>>>>>>>>>>>>>>>>>>>>>>>>>>>>>>>>>>>>>>>>>>>>>>>>>>>>>>>>>>>>>>>>>>>>>>>>>>>>>>>>>>>>>>>>>>>>>>>>>>>>>>>>>>>>>>>>>>>>>>>>>>>>>>>>>>>>>>>>>>>>>>>>>>>>>>>>>>>>>>>>>>>>>>>>>>>>>>>>>>>>>>>>>>>>>>>>>>>>>>>>> xyxy=(158,194,1094,204)
gtex-bar[interactable] xyxy=(327,1025,332,1068)
gtex-bar[interactable] xyxy=(355,1042,360,1068)
strand-arrows: >>>>>>>>>>>>>>>>>>>>>>>>>>>>>>>>>>>>>>>>>>>>>>>>>>>>>>>>>>>>>>>>>>>>>>>>>>>>>>>>>>>>>>>>>>>>>>>>>>>>>>>>>>>>>>>>>>>>>>>>>>>>>>>>>>>>>>>>>>>>>>>>>>>>>>>>>>>>>>>>>>>>>>>>>>>>>>>>>>>>>>>>>>>>>>>>>>>>>>>>>>>>>>>>>>>>>>>>>>>> xyxy=(158,658,1094,668)
strand-arrows: >>>>>>>>>>>>>>>>>>>>>>>>>>>>>>>>>>>>>>>>>>>>>>>>>>>>>>>>>>>>>>>>>>>>>>>>>>>>>>>>>>>>>>>>>>>>>>>>>>>>>>>>>>>>>>>>>>>>>>>>>>>>>>>>>>>>>>>>>>>>>>>>>>>>>>>>>>>>>>>>>>>>>>>>>>>>>>>>>>>>>>>>>>>>>>>>>>>>>>>>>>>>>>>>>>>>>>>>>>>> xyxy=(158,722,1094,732)
gtex-bar[interactable] xyxy=(310,1030,315,1068)
species-label[interactable]: Mouse xyxy=(115,1245,152,1259)
aligned-base: A xyxy=(688,1260,697,1274)
omim-label[interactable]: OMIM Genes xyxy=(80,957,152,971)
aligned-base: A xyxy=(744,1230,753,1244)
aligned-base: C xyxy=(631,1230,640,1244)
aligned-base: G xyxy=(347,1215,357,1229)
gtex-bar[interactable] xyxy=(451,1044,456,1068)
aligned-base: = xyxy=(291,1245,299,1259)
strand-arrows: >>>>>>>>>>>>>>>>>>>>>>>>>>>>>>>>>>>>>>>>>>>>>>>>>>>>>>>>>>>>>>>>>>>>>>>>>>>>>>>>>>>>>>>>>>>>>>>>>>>>>>>>>>>>>>>>>>>>>>>>>>>>>>>>>>>>>>>>>>>>>>>>>>>>>>>>>>>>>>>>>>>>>>>>>>>>>>>>>>>>>>>>>>>>>>>>>>>>>>>>>>>>>>>>>>>>>>>>>>>> xyxy=(158,594,1094,604)
scale-label: Scale xyxy=(121,18,152,32)
aligned-base: A xyxy=(915,1215,924,1229)
aligned-base: = xyxy=(745,1245,753,1259)
gencode-gene-label[interactable]: ST3GAL3 xyxy=(99,592,152,606)
sequence-base: A xyxy=(801,49,810,63)
gtex-bar[interactable] xyxy=(332,1035,337,1068)
